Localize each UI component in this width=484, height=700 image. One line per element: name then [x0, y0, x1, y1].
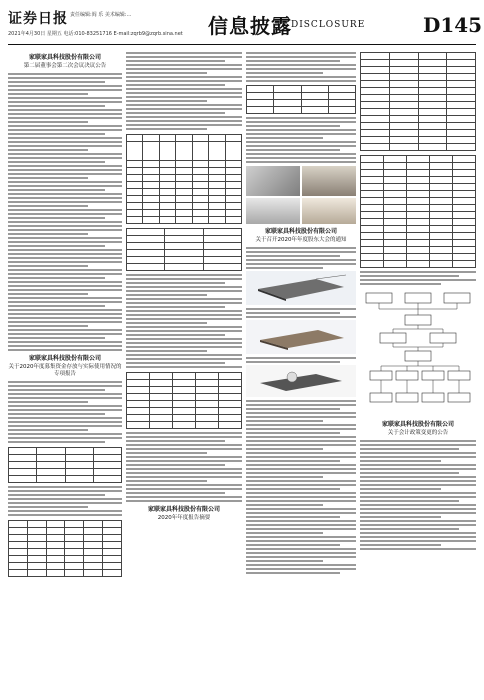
newspaper-logo: 证券日报: [8, 11, 68, 27]
data-table: [246, 85, 356, 114]
section-title: 信息披露: [208, 14, 292, 38]
editor-credits: 责任编辑:阎 乐 美术编辑:…: [70, 12, 132, 18]
announcement-title: 关于召开2020年年度股东大会的通知: [255, 237, 347, 243]
data-table: [8, 447, 122, 483]
body-text-block: [246, 117, 356, 163]
data-table: [126, 372, 242, 429]
masthead: [8, 8, 483, 44]
data-table: [360, 52, 476, 151]
data-table: [360, 155, 476, 268]
announcement-company: 家联家具科技股份有限公司: [28, 355, 101, 362]
announcement-company: 家联家具科技股份有限公司: [264, 228, 337, 235]
announcement-title: 关于会计政策变更的公告: [387, 430, 449, 436]
body-text-block: [360, 271, 476, 285]
body-text-block: [126, 432, 242, 502]
data-table: [8, 520, 122, 577]
organization-chart: [360, 289, 476, 419]
body-text-block: [360, 440, 476, 550]
body-text-block: [8, 73, 122, 351]
data-table: [126, 228, 242, 271]
announcement-title: 第二届董事会第二次会议决议公告: [23, 63, 107, 69]
body-text-block: [126, 52, 242, 130]
column-3: [246, 48, 356, 688]
announcement-company: 家联家具科技股份有限公司: [28, 54, 101, 61]
body-text-block: [246, 357, 356, 363]
body-text-block: [126, 274, 242, 368]
page-number: D145: [423, 13, 483, 37]
column-2: [126, 48, 242, 688]
body-text-block: [246, 400, 356, 574]
column-4: [360, 48, 476, 688]
product-photo-collage: [246, 166, 356, 224]
product-diagram-1: [246, 271, 356, 305]
column-1: [8, 48, 122, 688]
product-diagram-3: [246, 365, 356, 397]
announcement-title: 2020年年度报告摘要: [157, 515, 211, 521]
body-text-block: [8, 486, 122, 516]
body-text-block: [8, 381, 122, 443]
body-text-block: [246, 308, 356, 318]
section-title-english: DISCLOSURE: [291, 20, 366, 30]
data-table: [126, 134, 242, 224]
body-text-block: [246, 52, 356, 82]
masthead-rule: [8, 44, 476, 45]
announcement-company: 家联家具科技股份有限公司: [147, 506, 220, 513]
body-text-block: [246, 247, 356, 269]
announcement-company: 家联家具科技股份有限公司: [381, 421, 454, 428]
product-diagram-2: [246, 320, 356, 354]
announcement-title: 关于2020年度募集资金存放与实际使用情况的专项报告: [8, 364, 122, 377]
date-line: 2021年4月30日 星期五 电话:010-83251716 E-mail:zqrb9@zqrb.sina.net: [8, 31, 183, 37]
